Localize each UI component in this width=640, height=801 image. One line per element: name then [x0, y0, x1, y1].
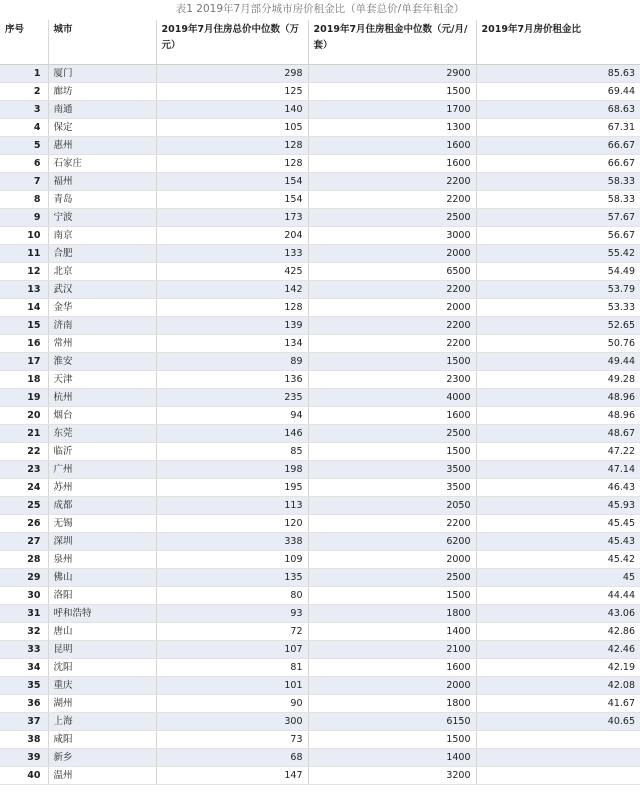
cell-index: 29: [0, 569, 48, 587]
cell-price: 107: [156, 641, 308, 659]
cell-rent: 2000: [308, 551, 476, 569]
cell-ratio: 52.65: [476, 317, 640, 335]
cell-price: 81: [156, 659, 308, 677]
cell-ratio: 58.33: [476, 191, 640, 209]
table-row: [0, 101, 640, 119]
cell-ratio: 48.96: [476, 389, 640, 407]
cell-ratio: 42.86: [476, 623, 640, 641]
cell-city: 昆明: [48, 641, 156, 659]
table-row: [0, 533, 640, 551]
cell-city: 南通: [48, 101, 156, 119]
table-row: [0, 227, 640, 245]
cell-rent: 2500: [308, 425, 476, 443]
cell-index: 15: [0, 317, 48, 335]
cell-index: 14: [0, 299, 48, 317]
cell-city: 成都: [48, 497, 156, 515]
header-row: [0, 20, 640, 65]
cell-city: 广州: [48, 461, 156, 479]
cell-price: 72: [156, 623, 308, 641]
table-row: [0, 659, 640, 677]
table-row: [0, 443, 640, 461]
cell-ratio: 42.08: [476, 677, 640, 695]
cell-index: 17: [0, 353, 48, 371]
table-row: [0, 389, 640, 407]
cell-price: 105: [156, 119, 308, 137]
cell-price: 154: [156, 173, 308, 191]
cell-ratio: 57.67: [476, 209, 640, 227]
cell-rent: 1800: [308, 695, 476, 713]
table-caption: 表1 2019年7月部分城市房价租金比（单套总价/单套年租金）: [175, 3, 465, 15]
cell-index: 35: [0, 677, 48, 695]
table-row: [0, 65, 640, 83]
cell-ratio: 45: [476, 569, 640, 587]
cell-city: 保定: [48, 119, 156, 137]
cell-price: 80: [156, 587, 308, 605]
cell-price: 425: [156, 263, 308, 281]
cell-city: 东莞: [48, 425, 156, 443]
cell-rent: 2200: [308, 173, 476, 191]
cell-ratio: 49.44: [476, 353, 640, 371]
cell-price: 204: [156, 227, 308, 245]
cell-city: 青岛: [48, 191, 156, 209]
cell-rent: 1500: [308, 731, 476, 749]
cell-rent: 2100: [308, 641, 476, 659]
cell-ratio: 50.76: [476, 335, 640, 353]
table-row: [0, 83, 640, 101]
cell-rent: 6150: [308, 713, 476, 731]
cell-price: 139: [156, 317, 308, 335]
cell-index: 10: [0, 227, 48, 245]
cell-city: 烟台: [48, 407, 156, 425]
cell-index: 21: [0, 425, 48, 443]
cell-price: 154: [156, 191, 308, 209]
cell-city: 杭州: [48, 389, 156, 407]
cell-rent: 3000: [308, 227, 476, 245]
cell-city: 沈阳: [48, 659, 156, 677]
table-row: [0, 551, 640, 569]
table-header: [0, 20, 640, 65]
cell-index: 11: [0, 245, 48, 263]
cell-price: 128: [156, 137, 308, 155]
cell-city: 石家庄: [48, 155, 156, 173]
cell-rent: 1600: [308, 659, 476, 677]
cell-rent: 2000: [308, 245, 476, 263]
cell-price: 94: [156, 407, 308, 425]
cell-city: 北京: [48, 263, 156, 281]
cell-index: 7: [0, 173, 48, 191]
cell-index: 36: [0, 695, 48, 713]
cell-ratio: 45.42: [476, 551, 640, 569]
cell-rent: 1500: [308, 587, 476, 605]
cell-ratio: 42.19: [476, 659, 640, 677]
cell-ratio: 53.79: [476, 281, 640, 299]
cell-city: 上海: [48, 713, 156, 731]
cell-rent: 2000: [308, 677, 476, 695]
cell-index: 6: [0, 155, 48, 173]
cell-city: 淮安: [48, 353, 156, 371]
table-row: [0, 677, 640, 695]
cell-price: 142: [156, 281, 308, 299]
cell-city: 泉州: [48, 551, 156, 569]
cell-rent: 2200: [308, 317, 476, 335]
cell-rent: 2300: [308, 371, 476, 389]
cell-rent: 2200: [308, 515, 476, 533]
cell-rent: 2200: [308, 335, 476, 353]
cell-rent: 2500: [308, 569, 476, 587]
cell-rent: 2500: [308, 209, 476, 227]
cell-rent: 1400: [308, 749, 476, 767]
cell-index: 12: [0, 263, 48, 281]
cell-rent: 2050: [308, 497, 476, 515]
cell-rent: 1300: [308, 119, 476, 137]
cell-city: 唐山: [48, 623, 156, 641]
table-row: [0, 767, 640, 785]
cell-ratio: 42.46: [476, 641, 640, 659]
cell-city: 厦门: [48, 65, 156, 83]
cell-price: 89: [156, 353, 308, 371]
cell-price: 300: [156, 713, 308, 731]
table-row: [0, 479, 640, 497]
cell-ratio: 68.63: [476, 101, 640, 119]
cell-ratio: 55.42: [476, 245, 640, 263]
cell-rent: 1600: [308, 137, 476, 155]
cell-city: 温州: [48, 767, 156, 785]
cell-index: 23: [0, 461, 48, 479]
cell-city: 深圳: [48, 533, 156, 551]
cell-ratio: 53.33: [476, 299, 640, 317]
cell-city: 洛阳: [48, 587, 156, 605]
cell-index: 31: [0, 605, 48, 623]
cell-index: 13: [0, 281, 48, 299]
cell-city: 天津: [48, 371, 156, 389]
cell-ratio: 66.67: [476, 137, 640, 155]
cell-price: 125: [156, 83, 308, 101]
table-row: [0, 299, 640, 317]
table-row: [0, 137, 640, 155]
cell-index: 25: [0, 497, 48, 515]
cell-index: 38: [0, 731, 48, 749]
header-rent: 2019年7月住房租金中位数（元/月/套）: [308, 20, 476, 65]
cell-city: 廊坊: [48, 83, 156, 101]
cell-price: 133: [156, 245, 308, 263]
cell-price: 134: [156, 335, 308, 353]
cell-index: 32: [0, 623, 48, 641]
cell-ratio: 41.67: [476, 695, 640, 713]
cell-index: 20: [0, 407, 48, 425]
cell-city: 新乡: [48, 749, 156, 767]
cell-city: 福州: [48, 173, 156, 191]
cell-rent: 1500: [308, 443, 476, 461]
table-row: [0, 245, 640, 263]
cell-index: 1: [0, 65, 48, 83]
table-row: [0, 497, 640, 515]
cell-price: 298: [156, 65, 308, 83]
cell-ratio: 69.44: [476, 83, 640, 101]
cell-city: 重庆: [48, 677, 156, 695]
cell-ratio: [476, 749, 640, 767]
cell-city: 济南: [48, 317, 156, 335]
cell-city: 佛山: [48, 569, 156, 587]
table-row: [0, 461, 640, 479]
cell-city: 合肥: [48, 245, 156, 263]
cell-city: 常州: [48, 335, 156, 353]
table-row: [0, 641, 640, 659]
cell-city: 无锡: [48, 515, 156, 533]
table-row: [0, 605, 640, 623]
cell-index: 22: [0, 443, 48, 461]
header-ratio: 2019年7月房价租金比: [476, 20, 640, 65]
cell-rent: 3500: [308, 461, 476, 479]
cell-price: 136: [156, 371, 308, 389]
table-row: [0, 569, 640, 587]
cell-price: 235: [156, 389, 308, 407]
header-price: 2019年7月住房总价中位数（万元）: [156, 20, 308, 65]
cell-ratio: 58.33: [476, 173, 640, 191]
cell-rent: 2900: [308, 65, 476, 83]
cell-city: 惠州: [48, 137, 156, 155]
cell-index: 33: [0, 641, 48, 659]
cell-rent: 1700: [308, 101, 476, 119]
cell-ratio: 48.67: [476, 425, 640, 443]
cell-ratio: 56.67: [476, 227, 640, 245]
cell-price: 109: [156, 551, 308, 569]
cell-index: 4: [0, 119, 48, 137]
table-row: [0, 155, 640, 173]
cell-price: 101: [156, 677, 308, 695]
table-row: [0, 263, 640, 281]
header-index: 序号: [0, 20, 48, 65]
cell-rent: 3200: [308, 767, 476, 785]
cell-index: 3: [0, 101, 48, 119]
cell-index: 24: [0, 479, 48, 497]
cell-ratio: [476, 731, 640, 749]
cell-city: 苏州: [48, 479, 156, 497]
cell-price: 147: [156, 767, 308, 785]
cell-ratio: [476, 767, 640, 785]
cell-city: 宁波: [48, 209, 156, 227]
cell-price: 146: [156, 425, 308, 443]
cell-city: 咸阳: [48, 731, 156, 749]
table-row: [0, 191, 640, 209]
cell-index: 28: [0, 551, 48, 569]
table-row: [0, 731, 640, 749]
cell-ratio: 44.44: [476, 587, 640, 605]
cell-index: 27: [0, 533, 48, 551]
cell-rent: 4000: [308, 389, 476, 407]
table-row: [0, 353, 640, 371]
cell-price: 128: [156, 299, 308, 317]
cell-price: 195: [156, 479, 308, 497]
cell-rent: 1600: [308, 155, 476, 173]
cell-index: 2: [0, 83, 48, 101]
cell-rent: 2200: [308, 281, 476, 299]
table-row: [0, 587, 640, 605]
cell-index: 40: [0, 767, 48, 785]
cell-price: 68: [156, 749, 308, 767]
cell-price: 73: [156, 731, 308, 749]
cell-rent: 1800: [308, 605, 476, 623]
cell-index: 16: [0, 335, 48, 353]
cell-city: 临沂: [48, 443, 156, 461]
cell-index: 34: [0, 659, 48, 677]
cell-price: 128: [156, 155, 308, 173]
table-row: [0, 371, 640, 389]
cell-city: 湖州: [48, 695, 156, 713]
cell-price: 198: [156, 461, 308, 479]
cell-price: 140: [156, 101, 308, 119]
cell-ratio: 45.43: [476, 533, 640, 551]
cell-index: 26: [0, 515, 48, 533]
cell-city: 金华: [48, 299, 156, 317]
cell-rent: 3500: [308, 479, 476, 497]
table-row: [0, 173, 640, 191]
cell-index: 39: [0, 749, 48, 767]
table-row: [0, 281, 640, 299]
table-body: [0, 65, 640, 785]
table-row: [0, 407, 640, 425]
cell-rent: 1600: [308, 407, 476, 425]
table-row: [0, 425, 640, 443]
cell-ratio: 66.67: [476, 155, 640, 173]
cell-city: 呼和浩特: [48, 605, 156, 623]
price-rent-ratio-table: [0, 20, 640, 785]
cell-price: 338: [156, 533, 308, 551]
table-row: [0, 695, 640, 713]
cell-ratio: 48.96: [476, 407, 640, 425]
cell-city: 武汉: [48, 281, 156, 299]
table-row: [0, 335, 640, 353]
cell-rent: 1500: [308, 83, 476, 101]
cell-ratio: 45.93: [476, 497, 640, 515]
table-row: [0, 317, 640, 335]
cell-ratio: 67.31: [476, 119, 640, 137]
table-row: [0, 749, 640, 767]
cell-ratio: 45.45: [476, 515, 640, 533]
cell-price: 173: [156, 209, 308, 227]
cell-ratio: 43.06: [476, 605, 640, 623]
cell-ratio: 49.28: [476, 371, 640, 389]
cell-ratio: 46.43: [476, 479, 640, 497]
table-row: [0, 119, 640, 137]
cell-rent: 6500: [308, 263, 476, 281]
cell-index: 5: [0, 137, 48, 155]
cell-ratio: 85.63: [476, 65, 640, 83]
cell-rent: 1500: [308, 353, 476, 371]
header-city: 城市: [48, 20, 156, 65]
table-row: [0, 209, 640, 227]
cell-index: 37: [0, 713, 48, 731]
cell-rent: 6200: [308, 533, 476, 551]
cell-ratio: 47.14: [476, 461, 640, 479]
cell-price: 113: [156, 497, 308, 515]
cell-price: 120: [156, 515, 308, 533]
cell-rent: 2000: [308, 299, 476, 317]
cell-rent: 2200: [308, 191, 476, 209]
table-row: [0, 623, 640, 641]
cell-ratio: 47.22: [476, 443, 640, 461]
cell-rent: 1400: [308, 623, 476, 641]
cell-index: 18: [0, 371, 48, 389]
table-row: [0, 515, 640, 533]
table-row: [0, 713, 640, 731]
cell-index: 9: [0, 209, 48, 227]
cell-price: 90: [156, 695, 308, 713]
cell-price: 93: [156, 605, 308, 623]
cell-price: 135: [156, 569, 308, 587]
cell-index: 8: [0, 191, 48, 209]
cell-index: 19: [0, 389, 48, 407]
cell-city: 南京: [48, 227, 156, 245]
cell-ratio: 40.65: [476, 713, 640, 731]
cell-ratio: 54.49: [476, 263, 640, 281]
cell-price: 85: [156, 443, 308, 461]
cell-index: 30: [0, 587, 48, 605]
